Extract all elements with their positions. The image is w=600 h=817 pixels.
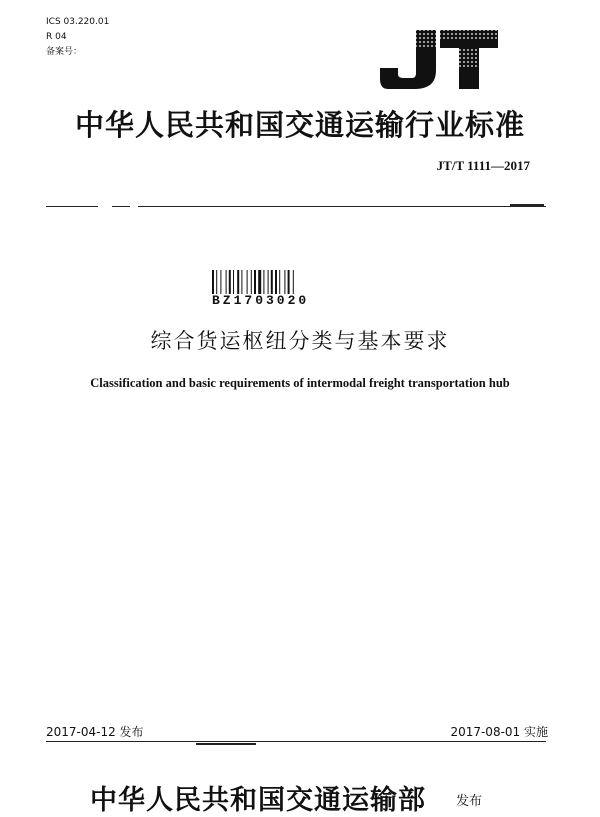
barcode-bar bbox=[237, 270, 239, 294]
barcode-icon bbox=[210, 270, 322, 294]
barcode-bar bbox=[263, 270, 264, 294]
issuer-block bbox=[0, 770, 600, 816]
divider-rule bbox=[196, 743, 256, 745]
barcode-bar bbox=[226, 270, 227, 294]
barcode-number: BZ1703020 bbox=[212, 293, 310, 308]
filing-number: 备案号： bbox=[46, 47, 83, 57]
divider-rule bbox=[112, 206, 130, 207]
barcode-bar bbox=[254, 270, 256, 294]
divider-rule bbox=[46, 206, 98, 207]
standard-category-title: 中华人民共和国交通运输行业标准 bbox=[74, 108, 525, 142]
implementation-date: 2017-08-01 实施 bbox=[450, 725, 548, 739]
ics-code: ICS 03.220.01 bbox=[46, 17, 110, 27]
issuer-suffix: 发布 bbox=[456, 794, 483, 809]
document-title-cn: 综合货运枢纽分类与基本要求 bbox=[150, 329, 450, 353]
publish-date: 2017-04-12 发布 bbox=[46, 725, 144, 739]
barcode-bar bbox=[271, 270, 273, 294]
barcode-bar bbox=[241, 270, 242, 294]
barcode-bar bbox=[220, 270, 221, 294]
barcode-bar bbox=[216, 270, 217, 294]
barcode-bar bbox=[229, 270, 231, 294]
ccs-code: R 04 bbox=[46, 32, 67, 42]
barcode-bar bbox=[212, 270, 214, 294]
barcode-bar bbox=[293, 270, 294, 294]
barcode-bar bbox=[251, 270, 252, 294]
barcode-bar bbox=[233, 270, 234, 294]
divider-rule bbox=[46, 741, 546, 742]
barcode-bar bbox=[247, 270, 248, 294]
barcode-bar bbox=[275, 270, 277, 294]
barcode-bar bbox=[279, 270, 280, 294]
barcode-bar bbox=[288, 270, 290, 294]
divider-rule bbox=[510, 204, 544, 206]
standard-number: JT/T 1111—2017 bbox=[436, 158, 530, 173]
divider-rule bbox=[138, 206, 546, 207]
barcode-bar bbox=[284, 270, 285, 294]
barcode-bar bbox=[268, 270, 269, 294]
issuer-name: 中华人民共和国交通运输部 bbox=[90, 785, 426, 816]
document-title-en: Classification and basic requirements of intermodal freight transportation hub bbox=[90, 376, 510, 390]
barcode-bar bbox=[258, 270, 261, 294]
jt-logo bbox=[378, 28, 500, 90]
